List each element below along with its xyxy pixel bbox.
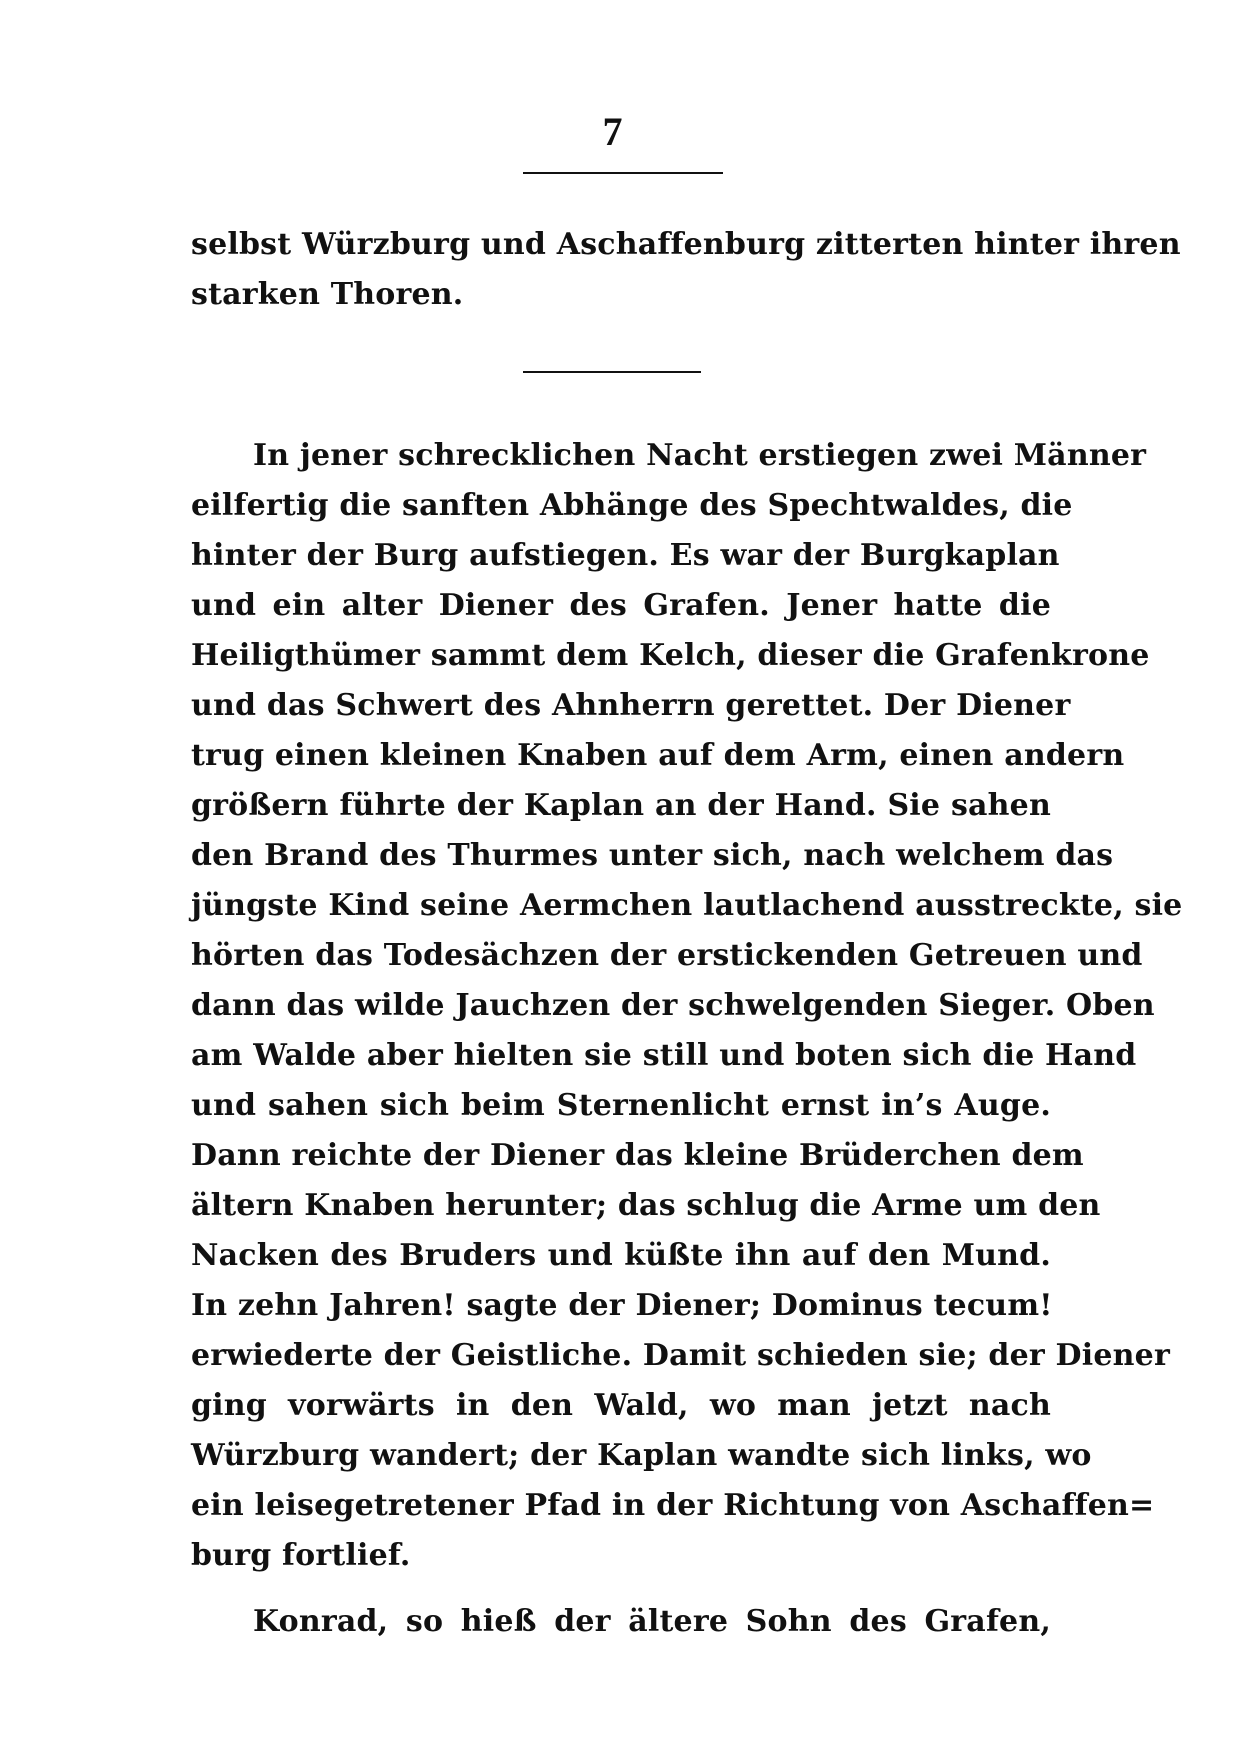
page-number-text: 7 (602, 109, 623, 154)
header-rule (523, 172, 723, 174)
text-line: erwiederte der Geistliche. Damit schieden sie; der Diener (191, 1338, 1170, 1373)
text-line: ging vorwärts in den Wald, wo man jetzt nach (191, 1388, 1051, 1423)
text-line: und das Schwert des Ahnherrn gerettet. Der Diener (191, 688, 1071, 723)
text-line: ein leisegetretener Pfad in der Richtung von Aschaffen= (191, 1488, 1155, 1523)
text-line: den Brand des Thurmes unter sich, nach welchem das (191, 838, 1114, 873)
text-line: Würzburg wandert; der Kaplan wandte sich links, wo (191, 1438, 1092, 1473)
text-line: ältern Knaben herunter; das schlug die Arme um den (191, 1188, 1101, 1223)
text-line: trug einen kleinen Knaben auf dem Arm, einen andern (191, 738, 1125, 773)
text-line: dann das wilde Jauchzen der schwelgenden Sieger. Oben (191, 988, 1155, 1023)
text-line: Heiligthümer sammt dem Kelch, dieser die Grafenkrone (191, 638, 1150, 673)
text-line: am Walde aber hielten sie still und boten sich die Hand (191, 1038, 1137, 1073)
text-line: jüngste Kind seine Aermchen lautlachend ausstreckte, sie (191, 888, 1183, 923)
paragraph-continuation (191, 220, 1181, 320)
text-line: Nacken des Bruders und küßte ihn auf den Mund. (191, 1238, 1051, 1273)
paragraph-main (191, 431, 1183, 1581)
text-line: burg fortlief. (191, 1538, 411, 1573)
text-line: größern führte der Kaplan an der Hand. Sie sahen (191, 788, 1051, 823)
text-line: Dann reichte der Diener das kleine Brüderchen dem (191, 1138, 1084, 1173)
paragraph-next (191, 1597, 1051, 1647)
text-line: Konrad, so hieß der ältere Sohn des Grafen, (253, 1604, 1051, 1639)
text-line: In jener schrecklichen Nacht erstiegen zwei Männer (253, 438, 1147, 473)
text-line: und ein alter Diener des Grafen. Jener hatte die (191, 588, 1051, 623)
section-divider (523, 371, 701, 373)
text-line: eilfertig die sanften Abhänge des Spechtwaldes, die (191, 488, 1073, 523)
text-line: und sahen sich beim Sternenlicht ernst in’s Auge. (191, 1088, 1051, 1123)
text-line: hinter der Burg aufstiegen. Es war der Burgkaplan (191, 538, 1060, 573)
text-line: selbst Würzburg und Aschaffenburg zitterten hinter ihren (191, 227, 1181, 262)
text-line: hörten das Todesächzen der erstickenden Getreuen und (191, 938, 1143, 973)
page-number (0, 109, 1241, 154)
text-line: In zehn Jahren! sagte der Diener; Dominus tecum! (191, 1288, 1053, 1323)
text-line: starken Thoren. (191, 277, 464, 312)
